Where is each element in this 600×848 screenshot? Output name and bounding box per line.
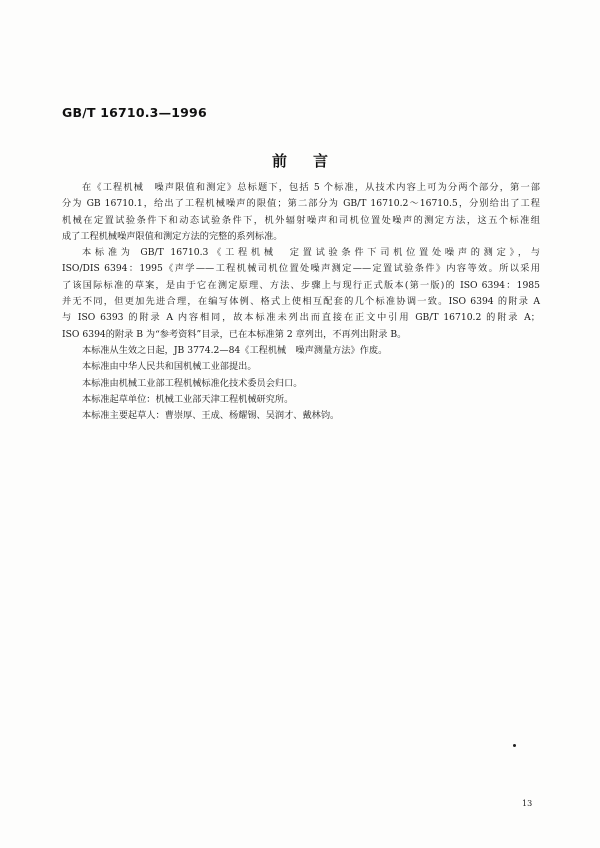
foreword-body <box>62 180 540 424</box>
paragraph <box>62 359 540 375</box>
standard-code: GB/T 16710.3—1996 <box>62 105 207 120</box>
text-line: 在《工程机械 噪声限值和测定》总标题下，包括 5 个标准，从技术内容上可为分两个部分，第一部 <box>82 182 540 193</box>
text-line: 分为 GB 16710.1，给出了工程机械噪声的限值；第二部分为 GB/T 16710.2～16710.5，分别给出了工程 <box>62 198 540 210</box>
paragraph <box>62 180 540 245</box>
text-line: 本标准为 GB/T 16710.3《工程机械 定置试验条件下司机位置处噪声的测定》，与 <box>82 247 540 259</box>
paragraph <box>62 343 540 359</box>
text-line: 成了工程机械噪声限值和测定方法的完整的系列标准。 <box>62 230 283 242</box>
text-line: 并无不同，但更加先进合理，在编写体例、格式上使相互配套的几个标准协调一致。ISO 6394 的附录 A <box>62 296 540 308</box>
text-line: 本标准主要起草人：曹崇厚、王成、杨耀锡、吴润才、戴林钧。 <box>82 410 340 422</box>
text-line: 与 ISO 6393 的附录 A 内容相同，故本标准未列出而直接在正文中引用 GB/T 16710.2 的附录 A； <box>62 312 540 324</box>
text-line: 机械在定置试验条件下和动态试验条件下，机外辐射噪声和司机位置处噪声的测定方法，这五个标准组 <box>62 214 540 226</box>
paragraph <box>62 376 540 392</box>
text-line: 本标准起草单位：机械工业部天津工程机械研究所。 <box>82 393 294 405</box>
paragraph <box>62 408 540 424</box>
text-line: 了该国际标准的草案，是由于它在测定原理、方法、步骤上与现行正式版本(第一版)的 ISO 6394：1985 <box>62 279 540 291</box>
page-number: 13 <box>522 799 533 808</box>
paragraph <box>62 392 540 408</box>
text-line: ISO 6394的附录 B 为“参考资料”目录，已在本标准第 2 章列出，不再列出附录 B。 <box>62 328 407 340</box>
paragraph <box>62 245 540 343</box>
text-line: 本标准由中华人民共和国机械工业部提出。 <box>82 361 257 373</box>
text-line: 本标准由机械工业部工程机械标准化技术委员会归口。 <box>82 377 303 389</box>
ink-dot <box>513 744 516 747</box>
section-title: 前言 <box>271 152 354 170</box>
text-line: 本标准从生效之日起，JB 3774.2—84《工程机械 噪声测量方法》作废。 <box>82 344 388 356</box>
text-line: ISO/DIS 6394：1995《声学——工程机械司机位置处噪声测定——定置试验条件》内容等效。所以采用 <box>62 263 540 275</box>
